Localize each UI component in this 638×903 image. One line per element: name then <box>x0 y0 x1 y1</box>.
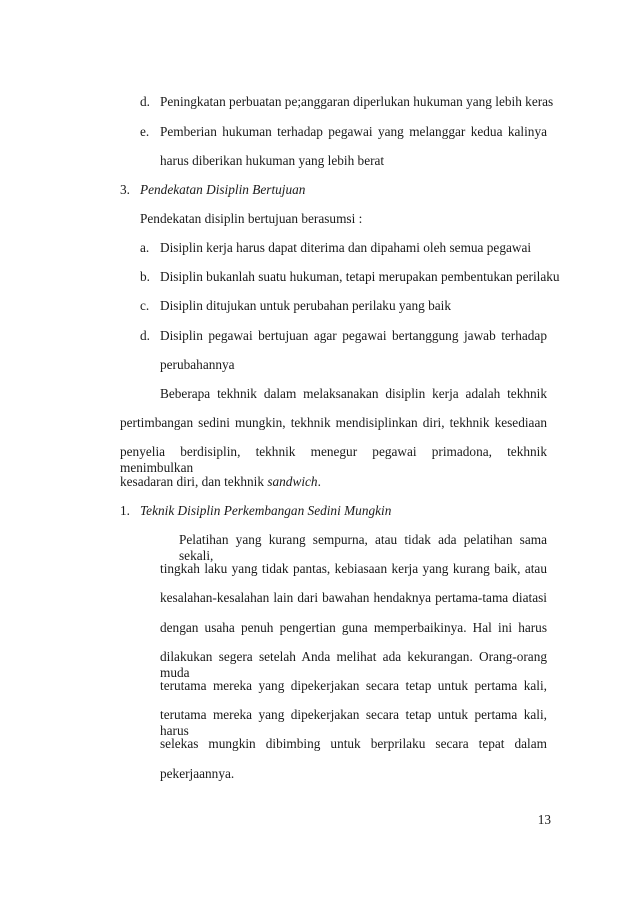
section-1-line-7: terutama mereka yang dipekerjakan secara tetap untuk pertama kali, harus <box>160 707 547 738</box>
section-1-line-3: kesalahan-kesalahan lain dari bawahan hendaknya pertama-tama diatasi <box>160 590 547 605</box>
section-1-line-5: dilakukan segera setelah Anda melihat ada kekurangan. Orang-orang muda <box>160 649 547 680</box>
list-marker-e: e. <box>140 124 150 139</box>
paragraph-line-2: pertimbangan sedini mungkin, tekhnik mendisiplinkan diri, tekhnik kesediaan <box>120 415 547 430</box>
list-item-b-text: Disiplin bukanlah suatu hukuman, tetapi merupakan pembentukan perilaku <box>160 269 560 284</box>
list-marker-d: d. <box>140 94 150 109</box>
list-item-e-line1: Pemberian hukuman terhadap pegawai yang melanggar kedua kalinya <box>160 124 547 139</box>
section-1-number: 1. <box>120 503 130 518</box>
sandwich-term: sandwich <box>267 474 318 489</box>
list-item-a-text: Disiplin kerja harus dapat diterima dan dipahami oleh semua pegawai <box>160 240 532 255</box>
section-1-line-8: selekas mungkin dibimbing untuk berprilaku secara tepat dalam <box>160 736 547 751</box>
section-1-line-1: Pelatihan yang kurang sempurna, atau tidak ada pelatihan sama sekali, <box>179 532 547 563</box>
paragraph-line-4-text: kesadaran diri, dan tekhnik <box>120 474 268 489</box>
list-item-d2-line2: perubahannya <box>160 357 235 372</box>
list-marker-d2: d. <box>140 328 150 343</box>
page-number: 13 <box>537 812 551 827</box>
list-marker-c: c. <box>140 298 150 313</box>
paragraph-line-4-end: . <box>317 474 321 489</box>
list-item-d-text: Peningkatan perbuatan pe;anggaran diperlukan hukuman yang lebih keras <box>160 94 554 109</box>
section-1-line-6: terutama mereka yang dipekerjakan secara tetap untuk pertama kali, <box>160 678 547 693</box>
list-item-d2-line1: Disiplin pegawai bertujuan agar pegawai bertanggung jawab terhadap <box>160 328 547 343</box>
section-1-line-9: pekerjaannya. <box>160 766 235 781</box>
section-1-line-2: tingkah laku yang tidak pantas, kebiasaan kerja yang kurang baik, atau <box>160 561 547 576</box>
list-item-c-text: Disiplin ditujukan untuk perubahan perilaku yang baik <box>160 298 451 313</box>
paragraph-line-1: Beberapa tekhnik dalam melaksanakan disiplin kerja adalah tekhnik <box>160 386 547 401</box>
paragraph-line-4 <box>120 474 321 490</box>
list-item-e-line2: harus diberikan hukuman yang lebih berat <box>160 153 385 168</box>
section-3-heading: Pendekatan Disiplin Bertujuan <box>140 182 306 197</box>
list-marker-a: a. <box>140 240 150 255</box>
section-3-intro: Pendekatan disiplin bertujuan berasumsi : <box>140 211 363 226</box>
paragraph-line-3: penyelia berdisiplin, tekhnik menegur pegawai primadona, tekhnik menimbulkan <box>120 444 547 475</box>
list-marker-b: b. <box>140 269 150 284</box>
section-1-line-4: dengan usaha penuh pengertian guna memperbaikinya. Hal ini harus <box>160 620 547 635</box>
section-3-number: 3. <box>120 182 130 197</box>
section-1-heading: Teknik Disiplin Perkembangan Sedini Mungkin <box>140 503 392 518</box>
